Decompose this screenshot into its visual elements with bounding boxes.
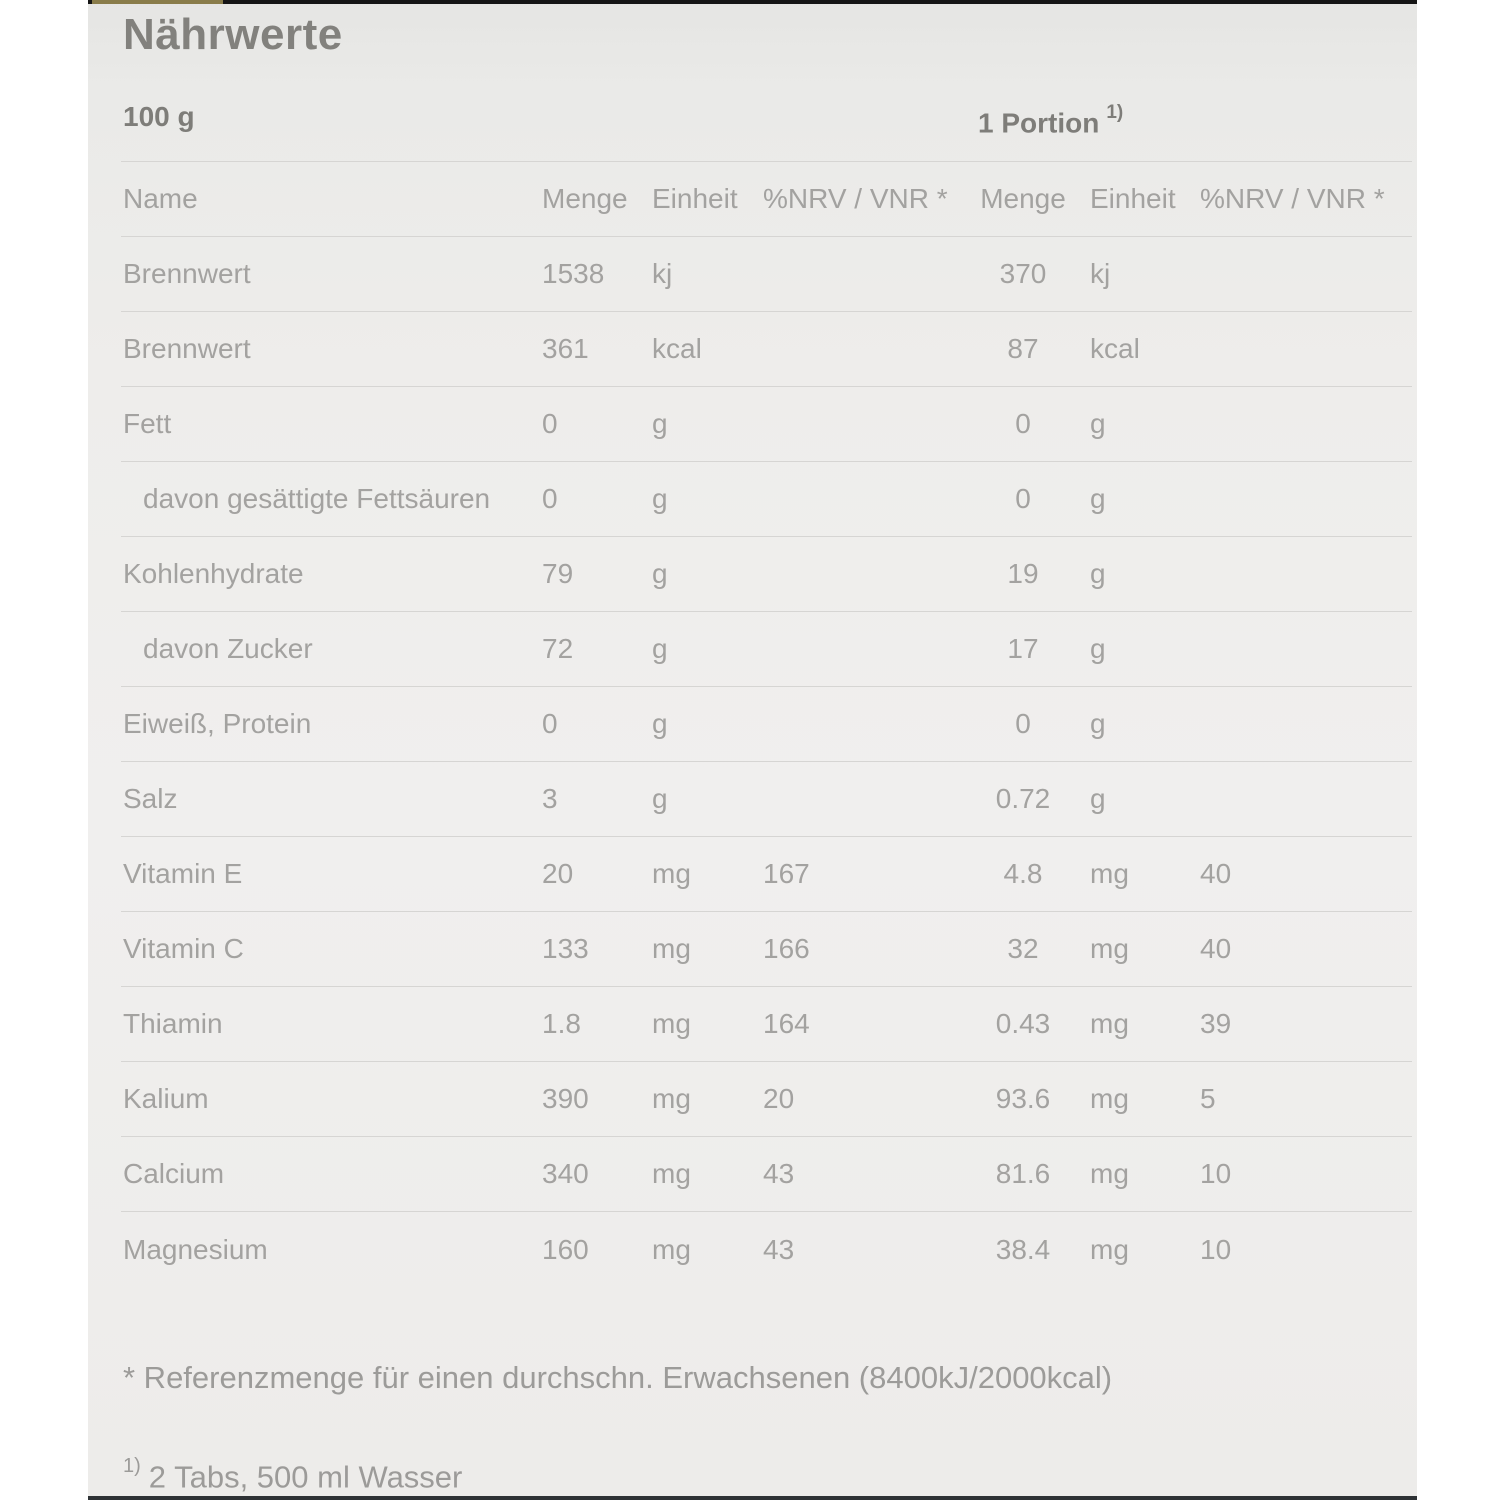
column-group-100g: 100 g <box>123 101 195 132</box>
cell-nrv-100g: 164 <box>763 1008 810 1039</box>
cell-nrv-portion: 39 <box>1200 1008 1232 1039</box>
cell-nrv-100g: 43 <box>763 1158 795 1189</box>
cell-einheit-portion: mg <box>1090 1008 1129 1039</box>
column-group-portion <box>978 101 1123 139</box>
cell-nrv-100g: 20 <box>763 1083 795 1114</box>
cell-name: Thiamin <box>123 1008 223 1039</box>
cell-menge-portion: 0 <box>1015 708 1031 739</box>
cell-nrv-portion: 10 <box>1200 1233 1232 1265</box>
cell-name: Kohlenhydrate <box>123 558 304 589</box>
header-name: Name <box>123 183 198 214</box>
cell-menge-100g: 79 <box>542 558 574 589</box>
cell-einheit-portion: g <box>1090 408 1106 439</box>
cell-einheit-portion: kj <box>1090 258 1111 289</box>
footnote-portion <box>123 1452 462 1495</box>
cell-name: Vitamin C <box>123 933 244 964</box>
gold-accent-segment <box>92 0 223 4</box>
table-header-row <box>121 162 1412 237</box>
cell-menge-100g: 72 <box>542 633 574 664</box>
bottom-border-bar <box>88 1496 1417 1500</box>
cell-menge-portion: 19 <box>1007 558 1039 589</box>
cell-einheit-portion: g <box>1090 783 1106 814</box>
header-nrv-100g: %NRV / VNR * <box>763 183 948 214</box>
cell-einheit-portion: g <box>1090 558 1106 589</box>
cell-menge-portion: 0 <box>1015 408 1031 439</box>
cell-einheit-portion: g <box>1090 633 1106 664</box>
cell-menge-100g: 133 <box>542 933 589 964</box>
cell-einheit-100g: g <box>652 708 668 739</box>
cell-menge-portion: 0.72 <box>995 783 1051 814</box>
cell-einheit-100g: mg <box>652 1158 691 1189</box>
table-row <box>121 762 1412 837</box>
top-border-bar <box>88 0 1417 4</box>
cell-einheit-portion: mg <box>1090 858 1129 889</box>
cell-name: davon Zucker <box>143 633 313 664</box>
cell-einheit-100g: mg <box>652 1008 691 1039</box>
cell-einheit-portion: mg <box>1090 1158 1129 1189</box>
cell-einheit-100g: mg <box>652 858 691 889</box>
table-row <box>121 462 1412 537</box>
cell-name: Brennwert <box>123 333 251 364</box>
cell-menge-portion: 4.8 <box>1003 858 1043 889</box>
cell-einheit-100g: mg <box>652 1233 691 1265</box>
table-row <box>121 987 1412 1062</box>
table-row <box>121 387 1412 462</box>
table-row <box>121 612 1412 687</box>
cell-einheit-100g: g <box>652 408 668 439</box>
cell-nrv-portion: 5 <box>1200 1083 1216 1114</box>
cell-name: Eiweiß, Protein <box>123 708 312 739</box>
footnote-portion-marker: 1) <box>123 1455 141 1477</box>
nutrition-table <box>121 162 1412 1287</box>
cell-nrv-100g: 167 <box>763 858 810 889</box>
cell-einheit-portion: kcal <box>1090 333 1140 364</box>
cell-nrv-100g: 166 <box>763 933 810 964</box>
cell-menge-portion: 87 <box>1007 333 1039 364</box>
nutrition-panel <box>88 0 1417 1500</box>
header-einheit-100g: Einheit <box>652 183 738 214</box>
table-row <box>121 237 1412 312</box>
table-rows <box>121 237 1412 1287</box>
header-menge-portion: Menge <box>980 183 1066 214</box>
table-row <box>121 312 1412 387</box>
cell-menge-portion: 0.43 <box>995 1008 1051 1039</box>
cell-einheit-portion: mg <box>1090 1233 1129 1265</box>
cell-einheit-portion: mg <box>1090 1083 1129 1114</box>
footnote-portion-text: 2 Tabs, 500 ml Wasser <box>148 1459 463 1495</box>
cell-einheit-100g: g <box>652 558 668 589</box>
table-row <box>121 687 1412 762</box>
cell-menge-portion: 0 <box>1015 483 1031 514</box>
cell-menge-portion: 370 <box>999 258 1047 289</box>
table-row <box>121 912 1412 987</box>
table-row <box>121 1137 1412 1212</box>
cell-menge-portion: 93.6 <box>995 1083 1051 1114</box>
cell-einheit-100g: kj <box>652 258 673 289</box>
cell-name: Salz <box>123 783 178 814</box>
cell-menge-100g: 0 <box>542 483 558 514</box>
cell-menge-100g: 361 <box>542 333 589 364</box>
cell-einheit-100g: mg <box>652 933 691 964</box>
cell-einheit-100g: mg <box>652 1083 691 1114</box>
portion-footnote-marker: 1) <box>1106 102 1124 123</box>
cell-menge-portion: 17 <box>1007 633 1039 664</box>
cell-menge-portion: 81.6 <box>995 1158 1051 1189</box>
page-title: Nährwerte <box>123 10 343 59</box>
cell-menge-100g: 0 <box>542 408 558 439</box>
table-row <box>121 837 1412 912</box>
portion-label: 1 Portion <box>978 107 1100 139</box>
cell-name: Calcium <box>123 1158 225 1189</box>
cell-menge-portion: 32 <box>1007 933 1039 964</box>
cell-einheit-100g: g <box>652 483 668 514</box>
cell-nrv-portion: 40 <box>1200 933 1232 964</box>
cell-einheit-portion: mg <box>1090 933 1129 964</box>
cell-menge-100g: 340 <box>542 1158 589 1189</box>
header-menge-100g: Menge <box>542 183 628 214</box>
cell-menge-100g: 1.8 <box>542 1008 581 1039</box>
cell-name: Vitamin E <box>123 858 243 889</box>
cell-einheit-100g: kcal <box>652 333 702 364</box>
cell-einheit-portion: g <box>1090 708 1106 739</box>
header-einheit-portion: Einheit <box>1090 183 1176 214</box>
table-row <box>121 1212 1412 1287</box>
table-row <box>121 1062 1412 1137</box>
cell-menge-100g: 160 <box>542 1233 589 1265</box>
cell-einheit-portion: g <box>1090 483 1106 514</box>
cell-name: Brennwert <box>123 258 251 289</box>
cell-nrv-portion: 40 <box>1200 858 1232 889</box>
cell-nrv-100g: 43 <box>763 1233 795 1265</box>
cell-name: davon gesättigte Fettsäuren <box>143 483 491 514</box>
cell-einheit-100g: g <box>652 633 668 664</box>
cell-nrv-portion: 10 <box>1200 1158 1232 1189</box>
header-nrv-portion: %NRV / VNR * <box>1200 183 1385 214</box>
cell-menge-100g: 390 <box>542 1083 589 1114</box>
table-row <box>121 537 1412 612</box>
cell-einheit-100g: g <box>652 783 668 814</box>
footnote-reference: * Referenzmenge für einen durchschn. Erwachsenen (8400kJ/2000kcal) <box>123 1360 1113 1395</box>
cell-menge-100g: 20 <box>542 858 574 889</box>
cell-menge-portion: 38.4 <box>995 1233 1051 1265</box>
cell-menge-100g: 0 <box>542 708 558 739</box>
cell-menge-100g: 3 <box>542 783 558 814</box>
cell-menge-100g: 1538 <box>542 258 605 289</box>
cell-name: Fett <box>123 408 172 439</box>
cell-name: Magnesium <box>123 1233 268 1265</box>
cell-name: Kalium <box>123 1083 209 1114</box>
